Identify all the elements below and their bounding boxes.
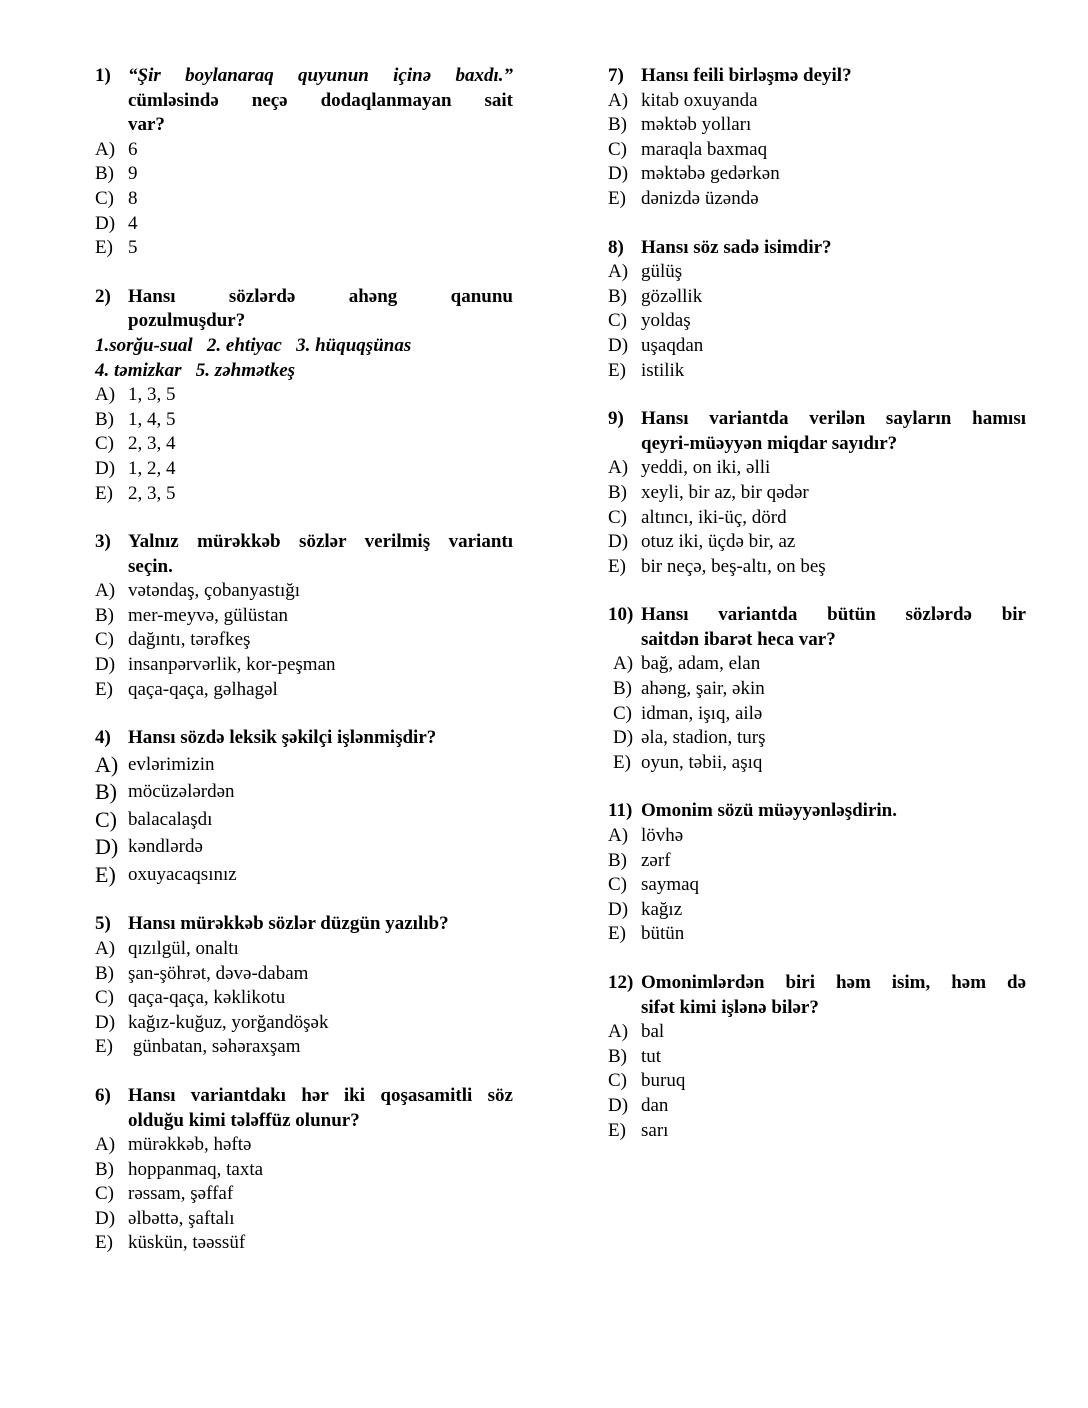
- question-number: 7): [608, 65, 624, 86]
- option-text: vətəndaş, çobanyastığı: [128, 580, 301, 602]
- question-2: [95, 285, 513, 506]
- question-text: Hansı mürəkkəb sözlər düzgün yazılıb?: [128, 913, 449, 935]
- option-text: əla, stadion, turş: [641, 727, 766, 749]
- option-d: [608, 162, 1026, 187]
- option-c: [95, 1182, 513, 1207]
- option-c: [608, 1069, 1026, 1094]
- option-label: E): [95, 1036, 113, 1058]
- question-4: [95, 726, 513, 888]
- question-text: Hansı sözlərdə ahəng qanunu: [128, 285, 513, 307]
- question-text: sifət kimi işlənə bilər?: [641, 996, 819, 1018]
- option-text: mürəkkəb, həftə: [128, 1134, 252, 1156]
- option-text: 9: [128, 163, 138, 185]
- question-text: var?: [128, 114, 165, 136]
- question-9: [608, 407, 1026, 579]
- option-text: 1, 4, 5: [128, 408, 176, 430]
- option-d: [608, 334, 1026, 359]
- option-text: otuz iki, üçdə bir, az: [641, 531, 796, 553]
- option-label: A): [613, 653, 634, 675]
- option-a: [608, 456, 1026, 481]
- option-a: [95, 751, 513, 779]
- option-text: məktəbə gedərkən: [641, 163, 780, 185]
- option-label: C): [95, 187, 114, 209]
- option-text: evlərimizin: [128, 753, 215, 775]
- option-text: tut: [641, 1045, 662, 1067]
- option-label: E): [608, 1119, 626, 1141]
- question-number: 9): [608, 408, 624, 430]
- option-e: [608, 187, 1026, 212]
- question-number: 2): [95, 285, 111, 307]
- option-c: [95, 806, 513, 834]
- option-label: B): [608, 849, 627, 871]
- option-d: [95, 833, 513, 861]
- option-label: D): [608, 898, 629, 920]
- option-text: lövhə: [641, 825, 684, 847]
- option-label: E): [608, 359, 626, 381]
- option-text: oyun, təbii, aşıq: [641, 751, 763, 773]
- option-text: 4: [128, 212, 138, 234]
- option-text: kitab oxuyanda: [641, 89, 758, 111]
- question-text: Hansı variantda verilən sayların hamısı: [641, 408, 1026, 430]
- left-column: [95, 64, 513, 1280]
- option-text: bütün: [641, 923, 685, 945]
- option-label: B): [95, 962, 114, 984]
- question-number: 4): [95, 727, 111, 749]
- option-label: E): [95, 237, 113, 259]
- option-text: sarı: [641, 1119, 669, 1141]
- option-text: balacalaşdı: [128, 808, 213, 830]
- option-label: A): [608, 457, 629, 479]
- option-text: saymaq: [641, 874, 700, 896]
- option-e: [608, 1119, 1026, 1144]
- question-text: seçin.: [128, 555, 173, 577]
- question-11: [608, 799, 1026, 947]
- option-label: C): [613, 702, 632, 724]
- option-label: E): [95, 861, 116, 887]
- option-label: A): [608, 89, 629, 111]
- option-text: günbatan, səhəraxşam: [128, 1036, 301, 1058]
- option-label: A): [95, 937, 116, 959]
- option-label: E): [613, 751, 631, 773]
- option-text: dan: [641, 1094, 669, 1116]
- option-label: B): [95, 779, 117, 805]
- option-d: [95, 1207, 513, 1232]
- question-text: Hansı variantdakı hər iki qoşasamitli söz: [128, 1084, 513, 1106]
- option-label: D): [95, 654, 116, 676]
- option-e: [95, 236, 513, 261]
- option-label: B): [95, 408, 114, 430]
- option-text: qaça-qaça, gəlhagəl: [128, 678, 278, 700]
- option-text: 5: [128, 237, 138, 259]
- option-c: [608, 702, 1026, 727]
- option-a: [608, 824, 1026, 849]
- option-b: [608, 113, 1026, 138]
- option-e: [95, 482, 513, 507]
- option-d: [608, 1094, 1026, 1119]
- option-label: A): [608, 261, 629, 283]
- option-label: D): [95, 212, 116, 234]
- option-text: qızılgül, onaltı: [128, 937, 239, 959]
- option-text: yoldaş: [641, 310, 691, 332]
- option-text: bir neçə, beş-altı, on beş: [641, 555, 826, 577]
- option-d: [95, 457, 513, 482]
- option-text: 8: [128, 187, 138, 209]
- option-text: xeyli, bir az, bir qədər: [641, 481, 809, 503]
- option-label: D): [608, 163, 629, 185]
- question-number: 11): [608, 800, 633, 822]
- option-label: E): [95, 482, 113, 504]
- option-label: D): [608, 1094, 629, 1116]
- option-c: [95, 628, 513, 653]
- question-text: Hansı feili birləşmə deyil?: [641, 65, 852, 86]
- option-text: məktəb yolları: [641, 114, 752, 136]
- option-label: D): [95, 1207, 116, 1229]
- question-text: Hansı sözdə leksik şəkilçi işlənmişdir?: [128, 727, 437, 749]
- question-text: “Şir boylanaraq quyunun içinə baxdı.”: [128, 65, 513, 86]
- question-1: [95, 64, 513, 261]
- option-a: [95, 383, 513, 408]
- option-text: şan-şöhrət, dəvə-dabam: [128, 962, 309, 984]
- option-c: [95, 986, 513, 1011]
- option-e: [608, 359, 1026, 384]
- option-c: [95, 187, 513, 212]
- option-e: [95, 678, 513, 703]
- right-column: [608, 64, 1026, 1167]
- question-text: Hansı variantda bütün sözlərdə bir: [641, 604, 1026, 626]
- option-text: bağ, adam, elan: [641, 653, 761, 675]
- option-label: C): [608, 1070, 627, 1092]
- option-b: [608, 677, 1026, 702]
- option-text: rəssam, şəffaf: [128, 1183, 234, 1205]
- option-d: [95, 212, 513, 237]
- option-text: idman, işıq, ailə: [641, 702, 763, 724]
- option-label: C): [95, 433, 114, 455]
- question-text: saitdən ibarət heca var?: [641, 628, 836, 650]
- option-text: küskün, təəssüf: [128, 1232, 246, 1254]
- option-a: [608, 1020, 1026, 1045]
- option-label: E): [608, 187, 626, 209]
- option-d: [95, 1011, 513, 1036]
- option-e: [95, 861, 513, 889]
- question-10: [608, 603, 1026, 775]
- option-text: yeddi, on iki, əlli: [641, 457, 771, 479]
- option-label: B): [95, 1158, 114, 1180]
- option-text: 2, 3, 5: [128, 482, 176, 504]
- option-text: ahəng, şair, əkin: [641, 678, 765, 700]
- question-3: [95, 530, 513, 702]
- option-label: B): [608, 114, 627, 136]
- option-b: [608, 849, 1026, 874]
- option-text: 1, 2, 4: [128, 457, 176, 479]
- option-label: B): [608, 481, 627, 503]
- question-number: 10): [608, 604, 634, 626]
- option-e: [608, 555, 1026, 580]
- option-label: D): [613, 727, 634, 749]
- option-c: [608, 506, 1026, 531]
- option-d: [608, 726, 1026, 751]
- option-c: [608, 138, 1026, 163]
- option-e: [95, 1231, 513, 1256]
- option-label: B): [95, 163, 114, 185]
- option-label: B): [95, 604, 114, 626]
- question-text: Omonimlərdən biri həm isim, həm də: [641, 972, 1026, 993]
- option-text: kağız-kuğuz, yorğandöşək: [128, 1011, 329, 1033]
- option-text: maraqla baxmaq: [641, 138, 768, 160]
- option-label: D): [95, 457, 116, 479]
- option-text: 6: [128, 138, 138, 160]
- question-number: 8): [608, 236, 624, 258]
- option-c: [608, 309, 1026, 334]
- option-text: dənizdə üzəndə: [641, 187, 759, 209]
- option-b: [608, 481, 1026, 506]
- question-text: pozulmuşdur?: [128, 310, 246, 332]
- option-label: C): [95, 987, 114, 1009]
- question-5: [95, 912, 513, 1060]
- option-a: [608, 260, 1026, 285]
- question-number: 5): [95, 913, 111, 935]
- option-c: [95, 432, 513, 457]
- option-text: 1, 3, 5: [128, 384, 176, 406]
- option-label: C): [608, 874, 627, 896]
- option-label: E): [95, 1232, 113, 1254]
- question-number: 6): [95, 1084, 111, 1106]
- option-label: D): [608, 334, 629, 356]
- question-12: [608, 971, 1026, 1143]
- option-label: D): [608, 531, 629, 553]
- option-text: gözəllik: [641, 285, 703, 307]
- question-text: qeyri-müəyyən miqdar sayıdır?: [641, 432, 898, 454]
- option-text: mer-meyvə, gülüstan: [128, 604, 289, 626]
- option-label: B): [613, 678, 632, 700]
- option-e: [608, 922, 1026, 947]
- question-7: [608, 64, 1026, 212]
- option-a: [95, 937, 513, 962]
- option-text: əlbəttə, şaftalı: [128, 1207, 235, 1229]
- question-text: Omonim sözü müəyyənləşdirin.: [641, 800, 897, 822]
- option-text: 2, 3, 4: [128, 433, 176, 455]
- option-b: [95, 962, 513, 987]
- option-a: [95, 579, 513, 604]
- option-label: E): [608, 555, 626, 577]
- question-8: [608, 236, 1026, 384]
- option-label: E): [95, 678, 113, 700]
- option-label: A): [608, 825, 629, 847]
- option-a: [608, 652, 1026, 677]
- question-6: [95, 1084, 513, 1256]
- option-d: [95, 653, 513, 678]
- question-text: olduğu kimi tələffüz olunur?: [128, 1109, 360, 1131]
- option-label: A): [95, 138, 116, 160]
- option-label: C): [95, 1183, 114, 1205]
- option-label: A): [95, 1134, 116, 1156]
- option-text: kağız: [641, 898, 683, 920]
- option-label: C): [95, 629, 114, 651]
- option-text: dağıntı, tərəfkeş: [128, 629, 251, 651]
- question-text: cümləsində neçə dodaqlanmayan sait: [128, 89, 513, 111]
- option-label: C): [608, 506, 627, 528]
- option-a: [95, 1133, 513, 1158]
- option-e: [608, 751, 1026, 776]
- option-text: gülüş: [641, 261, 683, 283]
- option-label: D): [95, 1011, 116, 1033]
- option-text: zərf: [641, 849, 671, 871]
- option-text: uşaqdan: [641, 334, 704, 356]
- option-label: E): [608, 923, 626, 945]
- option-text: hoppanmaq, taxta: [128, 1158, 264, 1180]
- option-b: [95, 162, 513, 187]
- option-b: [95, 1158, 513, 1183]
- word-list: 4. təmizkar 5. zəhmətkeş: [95, 359, 296, 381]
- option-label: C): [95, 806, 117, 832]
- option-text: qaça-qaça, kəklikotu: [128, 987, 286, 1009]
- option-d: [608, 530, 1026, 555]
- word-list: 1.sorğu-sual 2. ehtiyac 3. hüquqşünas: [95, 334, 412, 356]
- option-label: A): [95, 751, 119, 777]
- option-b: [95, 778, 513, 806]
- option-label: A): [95, 384, 116, 406]
- option-text: kəndlərdə: [128, 836, 203, 858]
- question-text: Yalnız mürəkkəb sözlər verilmiş variantı: [128, 531, 513, 553]
- option-label: D): [95, 834, 119, 860]
- question-number: 1): [95, 65, 111, 86]
- option-label: A): [95, 580, 116, 602]
- question-number: 12): [608, 972, 634, 993]
- option-text: möcüzələrdən: [128, 781, 235, 803]
- option-text: altıncı, iki-üç, dörd: [641, 506, 787, 528]
- option-e: [95, 1035, 513, 1060]
- option-text: insanpərvərlik, kor-peşman: [128, 654, 336, 676]
- option-text: oxuyacaqsınız: [128, 863, 237, 885]
- option-c: [608, 873, 1026, 898]
- question-number: 3): [95, 531, 111, 553]
- option-label: B): [608, 285, 627, 307]
- option-label: A): [608, 1021, 629, 1043]
- option-a: [95, 138, 513, 163]
- option-text: bal: [641, 1021, 665, 1043]
- option-a: [608, 89, 1026, 114]
- option-text: buruq: [641, 1070, 686, 1092]
- question-text: Hansı söz sadə isimdir?: [641, 236, 832, 258]
- option-label: B): [608, 1045, 627, 1067]
- option-b: [95, 408, 513, 433]
- option-text: istilik: [641, 359, 685, 381]
- option-b: [608, 285, 1026, 310]
- option-b: [608, 1045, 1026, 1070]
- option-label: C): [608, 138, 627, 160]
- option-b: [95, 604, 513, 629]
- option-label: C): [608, 310, 627, 332]
- option-d: [608, 898, 1026, 923]
